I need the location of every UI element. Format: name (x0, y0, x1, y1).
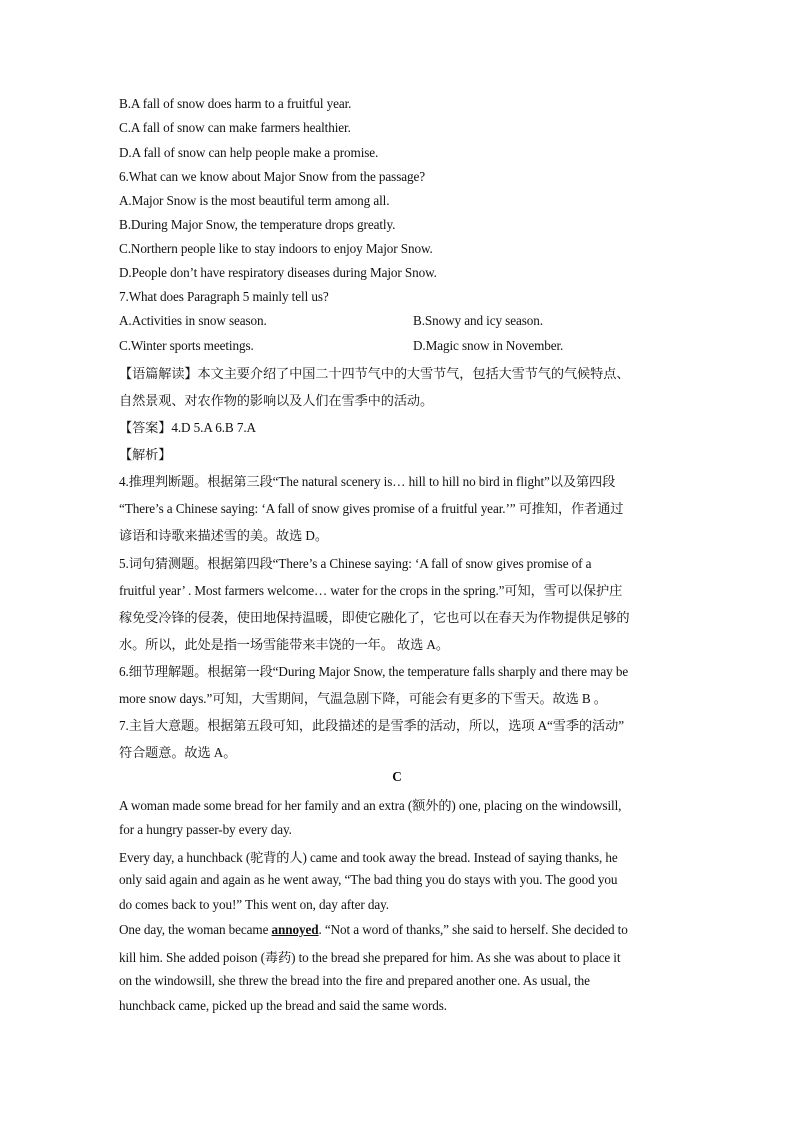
analysis-line: 6.细节理解题。根据第一段“During Major Snow, the temperature falls sharply and there may be (119, 664, 629, 679)
passage-line (119, 922, 628, 938)
reading-intro-line: 自然景观、对农作物的影响以及人们在雪季中的活动。 (119, 393, 434, 408)
passage-line: kill him. She added poison (毒药) to the bread she prepared for him. As she was about to place it (119, 950, 621, 965)
question-7-stem: 7.What does Paragraph 5 mainly tell us? (119, 289, 329, 304)
option-5d: D.A fall of snow can help people make a promise. (119, 145, 379, 160)
option-7b: B.Snowy and icy season. (413, 313, 543, 328)
option-6d: D.People don’t have respiratory diseases during Major Snow. (119, 265, 437, 280)
passage-line: only said again and again as he went away, “The bad thing you do stays with you. The good you (119, 872, 618, 887)
analysis-line: 符合题意。故选 A。 (119, 745, 237, 760)
analysis-heading: 【解析】 (119, 447, 172, 462)
option-7c: C.Winter sports meetings. (119, 338, 254, 353)
reading-intro-line: 【语篇解读】本文主要介绍了中国二十四节气中的大雪节气，包括大雪节气的气候特点、 (119, 366, 630, 381)
analysis-line: “There’s a Chinese saying: ‘A fall of snow gives promise of a fruitful year.’” 可推知，作者通过 (119, 501, 624, 516)
underlined-word: annoyed (271, 922, 319, 937)
section-heading: C (392, 769, 402, 784)
analysis-line: 谚语和诗歌来描述雪的美。故选 D。 (119, 528, 328, 543)
passage-text: . “Not a word of thanks,” she said to herself. She decided to (318, 922, 628, 937)
question-6-stem: 6.What can we know about Major Snow from the passage? (119, 169, 425, 184)
option-6c: C.Northern people like to stay indoors to enjoy Major Snow. (119, 241, 433, 256)
answer-key: 【答案】4.D 5.A 6.B 7.A (119, 420, 256, 435)
option-5b: B.A fall of snow does harm to a fruitful year. (119, 96, 352, 111)
analysis-line: 5.词句猜测题。根据第四段“There’s a Chinese saying: ‘A fall of snow gives promise of a (119, 556, 592, 571)
option-6b: B.During Major Snow, the temperature drops greatly. (119, 217, 396, 232)
analysis-line: 4.推理判断题。根据第三段“The natural scenery is… hill to hill no bird in flight”以及第四段 (119, 474, 616, 489)
passage-line: on the windowsill, she threw the bread into the fire and prepared another one. As usual, the (119, 973, 590, 988)
passage-line: Every day, a hunchback (驼背的人) came and took away the bread. Instead of saying thanks, he (119, 850, 618, 865)
analysis-line: 水。所以，此处是指一场雪能带来丰饶的一年。 故选 A。 (119, 637, 449, 652)
option-7d: D.Magic snow in November. (413, 338, 564, 353)
option-7a: A.Activities in snow season. (119, 313, 267, 328)
option-5c: C.A fall of snow can make farmers healthier. (119, 120, 351, 135)
analysis-line: fruitful year’ . Most farmers welcome… water for the crops in the spring.”可知，雪可以保护庄 (119, 583, 623, 598)
option-6a: A.Major Snow is the most beautiful term among all. (119, 193, 390, 208)
analysis-line: more snow days.”可知，大雪期间，气温急剧下降，可能会有更多的下雪天。故选 B 。 (119, 691, 607, 706)
passage-line: do comes back to you!” This went on, day after day. (119, 897, 389, 912)
analysis-line: 7.主旨大意题。根据第五段可知，此段描述的是雪季的活动，所以，选项 A“雪季的活动” (119, 718, 624, 733)
passage-line: A woman made some bread for her family and an extra (额外的) one, placing on the windowsill, (119, 798, 622, 813)
passage-line: hunchback came, picked up the bread and said the same words. (119, 998, 447, 1013)
passage-line: for a hungry passer-by every day. (119, 822, 292, 837)
passage-text: One day, the woman became (119, 922, 272, 937)
analysis-line: 稼免受冷锋的侵袭，使田地保持温暖，即使它融化了，它也可以在春天为作物提供足够的 (119, 610, 630, 625)
